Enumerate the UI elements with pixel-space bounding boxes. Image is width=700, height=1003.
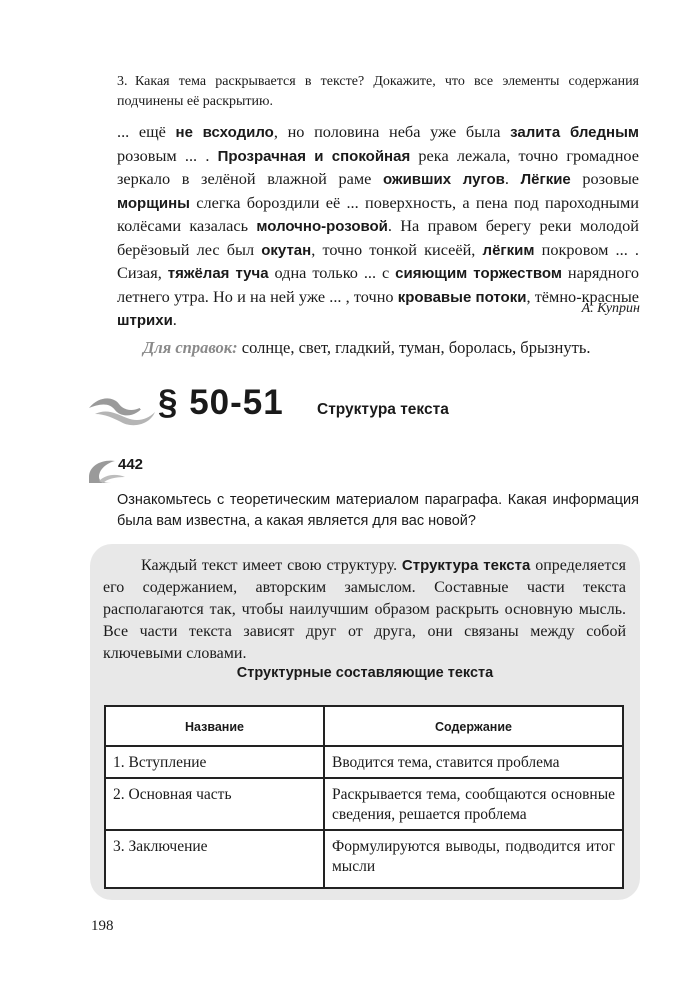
excerpt-bold-phrase: морщины — [117, 194, 190, 212]
theory-text-end: определяется его содержанием, авторским замыслом. Составные части текста располагаются так, чтобы наилучшим образом раскрыть основную мысль. Все части текста зависят друг от друга, они связаны между собой ключевыми словами. — [103, 557, 626, 662]
excerpt-text-run: слегка бороздили её ... поверхность, а пена под пароходными колёсами казалась — [117, 192, 639, 235]
theory-bold-term: Структура текста — [401, 557, 531, 574]
excerpt-bold-phrase: Лёгкие — [520, 171, 571, 188]
excerpt-text-run: нарядного летнего утра. Но и на ней уже ... , точно — [117, 263, 639, 306]
excerpt-bold-phrase: кровавые потоки — [397, 288, 527, 306]
excerpt-text-run: ... ещё — [117, 122, 176, 141]
table-row — [105, 830, 623, 888]
table-row — [105, 746, 623, 778]
excerpt-text-run: , точно тонкой кисеёй, — [311, 239, 483, 259]
question-number: 3. — [117, 74, 128, 89]
table-header-name: Название — [105, 706, 324, 746]
section-number: § 50-51 — [158, 383, 284, 422]
excerpt-bold-phrase: Прозрачная и спокойная — [217, 147, 411, 165]
theory-text-start: Каждый текст имеет свою структуру. — [141, 557, 402, 574]
excerpt-text — [117, 121, 639, 333]
page-number: 198 — [91, 918, 114, 934]
excerpt-bold-phrase: молочно-розовой — [256, 218, 388, 235]
excerpt-text-run: . — [504, 169, 521, 188]
exercise-text: Ознакомьтесь с теоретическим материалом параграфа. Какая информация была вам известна, а какая является для вас новой? — [117, 492, 639, 529]
excerpt-text-run: , тёмно-красные — [526, 286, 639, 306]
table-cell-content: Вводится тема, ставится проблема — [324, 746, 623, 778]
excerpt-bold-phrase: окутан — [261, 241, 312, 259]
table-row — [105, 778, 623, 830]
excerpt-text-run: . На правом берегу реки молодой берёзовый лес был — [117, 216, 639, 259]
reference-line — [143, 338, 591, 358]
excerpt-text-run: покровом ... . Сизая, — [117, 239, 639, 282]
excerpt-bold-phrase: оживших лугов — [382, 171, 505, 188]
excerpt-text-run: одна только ... с — [268, 263, 396, 282]
section-ornament-icon — [85, 384, 165, 434]
question-3 — [117, 72, 639, 112]
structure-table — [104, 705, 624, 889]
table-header-row — [105, 706, 623, 746]
excerpt-bold-phrase: залита бледным — [510, 124, 639, 141]
theory-paragraph — [103, 555, 626, 665]
excerpt-author: А. Куприн — [581, 301, 640, 316]
excerpt-text-run: река лежала, точно громадное зеркало в зелёной влажной раме — [117, 145, 639, 188]
table-title: Структурные составляющие текста — [236, 665, 494, 681]
table-header-content: Содержание — [324, 706, 623, 746]
exercise-number: 442 — [118, 456, 144, 473]
excerpt-text-run: розовым ... . — [117, 145, 218, 165]
excerpt-bold-phrase: сияющим торжеством — [395, 265, 562, 282]
excerpt-bold-phrase: штрихи — [117, 312, 173, 329]
reference-label: Для справок: — [143, 338, 238, 357]
table-cell-name: 2. Основная часть — [105, 778, 324, 830]
table-cell-content: Раскрывается тема, сообщаются основные сведения, решается проблема — [324, 778, 623, 830]
excerpt-text-run: . — [172, 310, 177, 329]
table-cell-name: 1. Вступление — [105, 746, 324, 778]
section-title: Структура текста — [317, 401, 449, 418]
table-cell-content: Формулируются выводы, подводится итог мысли — [324, 830, 623, 888]
table-cell-name: 3. Заключение — [105, 830, 324, 888]
question-text: Какая тема раскрывается в тексте? Докажите, что все элементы содержания подчинены её раскрытию. — [117, 74, 639, 109]
excerpt-text-run: розовые — [570, 169, 640, 188]
excerpt-text-run: , но половина неба уже была — [273, 122, 511, 141]
excerpt-bold-phrase: не всходило — [175, 124, 274, 141]
excerpt-bold-phrase: тяжёлая туча — [167, 265, 269, 282]
reference-words: солнце, свет, гладкий, туман, боролась, брызнуть. — [241, 338, 591, 357]
excerpt-bold-phrase: лёгким — [482, 241, 535, 259]
